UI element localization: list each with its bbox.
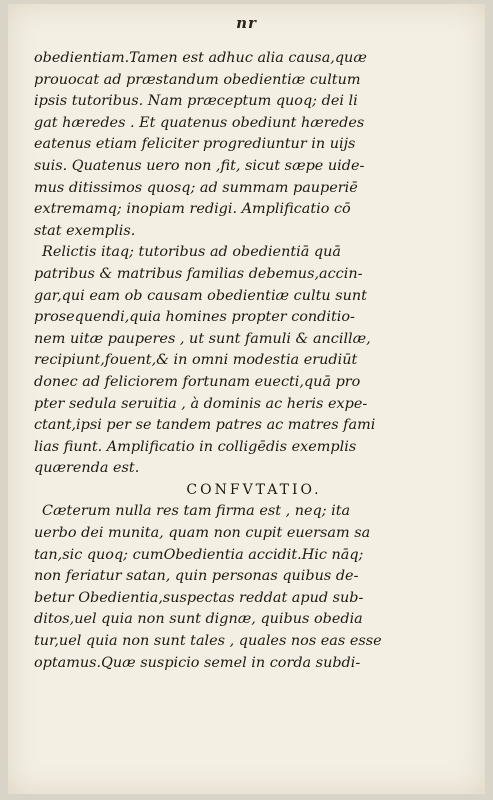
text-line: betur Obedientia,suspectas reddat apud sub- xyxy=(34,589,364,606)
text-line: mus ditissimos quosq; ad summam pauperiē xyxy=(34,179,358,196)
text-line: suis. Quatenus uero non ,fit, sicut sæpe uide- xyxy=(34,157,365,174)
book-page xyxy=(8,4,485,794)
section-heading: CONFVTATIO. xyxy=(186,481,322,498)
text-line: stat exemplis. xyxy=(34,222,136,239)
text-line: nem uitæ pauperes , ut sunt famuli & ancillæ, xyxy=(34,330,371,347)
text-line: patribus & matribus familias debemus,accin- xyxy=(34,265,363,282)
folio-number: nr xyxy=(236,14,257,32)
text-line: pter sedula seruitia , à dominis ac heris expe- xyxy=(34,395,368,412)
text-line: extremamq; inopiam redigi. Amplificatio cō xyxy=(34,201,351,218)
text-line: obedientiam.Tamen est adhuc alia causa,quæ xyxy=(34,50,367,66)
text-line: gar,qui eam ob causam obedientiæ cultu sunt xyxy=(34,287,367,304)
text-line: ctant,ipsi per se tandem patres ac matres fami xyxy=(34,417,376,434)
text-line: tan,sic quoq; cumObedientia accidit.Hic nāq; xyxy=(34,546,364,563)
text-line: ipsis tutoribus. Nam præceptum quoq; dei li xyxy=(34,93,358,110)
text-line: optamus.Quæ suspicio semel in corda subdi- xyxy=(34,654,361,671)
text-line: donec ad feliciorem fortunam euecti,quā pro xyxy=(34,373,361,390)
text-line: eatenus etiam feliciter progrediuntur in uijs xyxy=(34,136,356,153)
text-line: tur,uel quia non sunt tales , quales nos eas esse xyxy=(34,633,382,650)
text-line: gat hæredes . Et quatenus obediunt hæredes xyxy=(34,114,365,131)
text-line: Cæterum nulla res tam firma est , neq; ita xyxy=(42,503,351,520)
text-line: prosequendi,quia homines propter conditio- xyxy=(34,309,355,326)
text-block xyxy=(34,48,474,674)
text-line: non feriatur satan, quin personas quibus de- xyxy=(34,568,359,585)
text-line: recipiunt,fouent,& in omni modestia erudiūt xyxy=(34,352,358,369)
text-line: prouocat ad præstandum obedientiæ cultum xyxy=(34,71,361,88)
text-line: lias fiunt. Amplificatio in colligēdis exemplis xyxy=(34,438,357,455)
text-line: Relictis itaq; tutoribus ad obedientiā quā xyxy=(42,244,341,261)
text-line: ditos,uel quia non sunt dignæ, quibus obedia xyxy=(34,611,363,628)
text-line: quærenda est. xyxy=(34,460,140,477)
text-line: uerbo dei munita, quam non cupit euersam sa xyxy=(34,525,371,542)
